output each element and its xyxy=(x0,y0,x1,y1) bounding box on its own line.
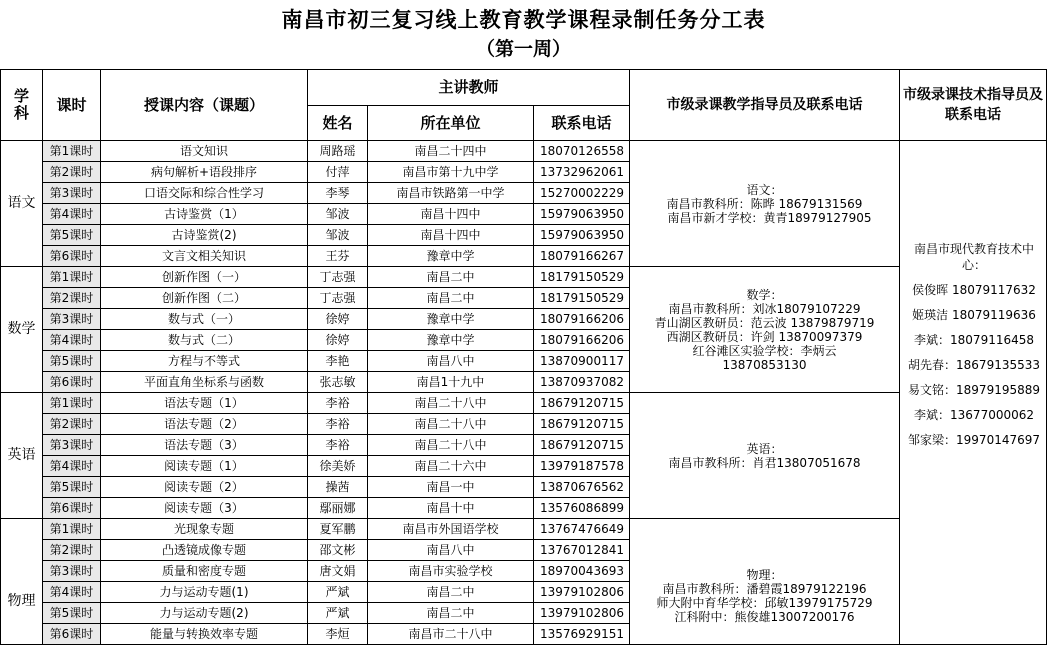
unit-cell: 南昌市外国语学校 xyxy=(368,519,534,540)
header-name: 姓名 xyxy=(308,106,368,141)
unit-cell: 南昌八中 xyxy=(368,540,534,561)
page-title: 南昌市初三复习线上教育教学课程录制任务分工表 xyxy=(281,7,766,32)
content-cell: 凸透镜成像专题 xyxy=(101,540,308,561)
unit-cell: 南昌一中 xyxy=(368,477,534,498)
lesson-cell: 第2课时 xyxy=(43,162,101,183)
unit-cell: 豫章中学 xyxy=(368,246,534,267)
subject-cell: 物理 xyxy=(1,519,43,645)
lesson-cell: 第6课时 xyxy=(43,246,101,267)
content-cell: 质量和密度专题 xyxy=(101,561,308,582)
content-cell: 病句解析+语段排序 xyxy=(101,162,308,183)
teacher-cell: 丁志强 xyxy=(308,288,368,309)
guide-cell-physics xyxy=(630,519,900,645)
content-cell: 平面直角坐标系与函数 xyxy=(101,372,308,393)
lesson-cell: 第2课时 xyxy=(43,414,101,435)
tech-line: 南昌市现代教育技术中心： xyxy=(914,242,1035,272)
tech-line: 邹家梁：19970147697 xyxy=(908,433,1041,447)
content-cell: 创新作图（二） xyxy=(101,288,308,309)
phone-cell: 13767476649 xyxy=(534,519,630,540)
content-cell: 阅读专题（2） xyxy=(101,477,308,498)
unit-cell: 南昌十四中 xyxy=(368,204,534,225)
tech-guide-cell xyxy=(900,141,1047,645)
teacher-cell: 周路瑶 xyxy=(308,141,368,162)
teacher-cell: 鄢丽娜 xyxy=(308,498,368,519)
teacher-cell: 李烜 xyxy=(308,624,368,645)
guide-line: 西湖区教研员：许剑 13870097379 xyxy=(666,329,863,344)
phone-cell: 13576086899 xyxy=(534,498,630,519)
tech-line: 姬瑛洁 18079119636 xyxy=(912,308,1036,322)
guide-line: 语文： xyxy=(746,182,783,197)
content-cell: 古诗鉴赏(2) xyxy=(101,225,308,246)
teacher-cell: 邹波 xyxy=(308,225,368,246)
content-cell: 语文知识 xyxy=(101,141,308,162)
phone-cell: 18679120715 xyxy=(534,435,630,456)
teacher-cell: 李琴 xyxy=(308,183,368,204)
lesson-cell: 第5课时 xyxy=(43,603,101,624)
unit-cell: 豫章中学 xyxy=(368,330,534,351)
guide-cell-math xyxy=(630,267,900,393)
guide-line: 南昌市教科所：肖君13807051678 xyxy=(668,455,861,470)
unit-cell: 南昌市第十九中学 xyxy=(368,162,534,183)
page-subtitle: （第一周） xyxy=(475,38,571,60)
phone-cell: 18079166206 xyxy=(534,309,630,330)
phone-cell: 13870937082 xyxy=(534,372,630,393)
tech-line: 胡先春：18679135533 xyxy=(908,358,1041,372)
teacher-cell: 严斌 xyxy=(308,603,368,624)
unit-cell: 南昌市铁路第一中学 xyxy=(368,183,534,204)
content-cell: 语法专题（3） xyxy=(101,435,308,456)
teacher-cell: 唐文娟 xyxy=(308,561,368,582)
header-tech: 市级录课技术指导员及联系电话 xyxy=(900,70,1047,141)
tech-line: 侯俊晖 18079117632 xyxy=(912,283,1036,297)
lesson-cell: 第1课时 xyxy=(43,393,101,414)
lesson-cell: 第3课时 xyxy=(43,309,101,330)
lesson-cell: 第3课时 xyxy=(43,561,101,582)
content-cell: 数与式（二） xyxy=(101,330,308,351)
phone-cell: 13732962061 xyxy=(534,162,630,183)
unit-cell: 南昌二十四中 xyxy=(368,141,534,162)
subject-cell: 英语 xyxy=(1,393,43,519)
unit-cell: 南昌市实验学校 xyxy=(368,561,534,582)
unit-cell: 南昌二中 xyxy=(368,288,534,309)
guide-line: 青山湖区教研员：范云波 13879879719 xyxy=(654,315,875,330)
content-cell: 力与运动专题(1) xyxy=(101,582,308,603)
lesson-cell: 第1课时 xyxy=(43,141,101,162)
lesson-cell: 第4课时 xyxy=(43,582,101,603)
unit-cell: 南昌八中 xyxy=(368,351,534,372)
teacher-cell: 李裕 xyxy=(308,435,368,456)
tech-line: 易文铭：18979195889 xyxy=(908,383,1041,397)
content-cell: 创新作图（一） xyxy=(101,267,308,288)
phone-cell: 18179150529 xyxy=(534,288,630,309)
teacher-cell: 徐婷 xyxy=(308,330,368,351)
guide-line: 南昌市新才学校：黄青18979127905 xyxy=(667,210,872,225)
lesson-cell: 第6课时 xyxy=(43,624,101,645)
guide-line: 红谷滩区实验学校：李炳云 xyxy=(692,343,837,358)
phone-cell: 18679120715 xyxy=(534,393,630,414)
phone-cell: 15979063950 xyxy=(534,225,630,246)
teacher-cell: 付萍 xyxy=(308,162,368,183)
content-cell: 光现象专题 xyxy=(101,519,308,540)
lesson-cell: 第1课时 xyxy=(43,519,101,540)
phone-cell: 13870676562 xyxy=(534,477,630,498)
unit-cell: 南昌二十八中 xyxy=(368,435,534,456)
content-cell: 口语交际和综合性学习 xyxy=(101,183,308,204)
content-cell: 方程与不等式 xyxy=(101,351,308,372)
unit-cell: 南昌二十八中 xyxy=(368,393,534,414)
guide-cell-english xyxy=(630,393,900,519)
teacher-cell: 李裕 xyxy=(308,393,368,414)
subject-cell: 语文 xyxy=(1,141,43,267)
phone-cell: 13576929151 xyxy=(534,624,630,645)
content-cell: 阅读专题（3） xyxy=(101,498,308,519)
header-lesson: 课时 xyxy=(43,70,101,141)
unit-cell: 南昌市二十八中 xyxy=(368,624,534,645)
guide-line: 南昌市教科所：刘冰18079107229 xyxy=(668,301,861,316)
phone-cell: 15979063950 xyxy=(534,204,630,225)
lesson-cell: 第2课时 xyxy=(43,540,101,561)
phone-cell: 18679120715 xyxy=(534,414,630,435)
content-cell: 数与式（一） xyxy=(101,309,308,330)
task-table xyxy=(0,69,1047,645)
unit-cell: 南昌1十九中 xyxy=(368,372,534,393)
header-teacher-group: 主讲教师 xyxy=(308,70,630,106)
teacher-cell: 丁志强 xyxy=(308,267,368,288)
unit-cell: 南昌二十六中 xyxy=(368,456,534,477)
guide-line: 英语： xyxy=(746,441,783,456)
unit-cell: 豫章中学 xyxy=(368,309,534,330)
header-unit: 所在单位 xyxy=(368,106,534,141)
phone-cell: 13767012841 xyxy=(534,540,630,561)
content-cell: 文言文相关知识 xyxy=(101,246,308,267)
content-cell: 阅读专题（1） xyxy=(101,456,308,477)
lesson-cell: 第5课时 xyxy=(43,477,101,498)
phone-cell: 18179150529 xyxy=(534,267,630,288)
guide-line: 数学： xyxy=(746,287,783,302)
lesson-cell: 第3课时 xyxy=(43,435,101,456)
lesson-cell: 第4课时 xyxy=(43,330,101,351)
lesson-cell: 第6课时 xyxy=(43,372,101,393)
teacher-cell: 李艳 xyxy=(308,351,368,372)
phone-cell: 15270002229 xyxy=(534,183,630,204)
teacher-cell: 张志敏 xyxy=(308,372,368,393)
phone-cell: 18079166206 xyxy=(534,330,630,351)
lesson-cell: 第6课时 xyxy=(43,498,101,519)
unit-cell: 南昌二中 xyxy=(368,582,534,603)
lesson-cell: 第3课时 xyxy=(43,183,101,204)
phone-cell: 13870900117 xyxy=(534,351,630,372)
unit-cell: 南昌二中 xyxy=(368,267,534,288)
phone-cell: 18070126558 xyxy=(534,141,630,162)
unit-cell: 南昌二中 xyxy=(368,603,534,624)
tech-line: 李斌：18079116458 xyxy=(914,333,1035,347)
teacher-cell: 严斌 xyxy=(308,582,368,603)
lesson-cell: 第5课时 xyxy=(43,351,101,372)
teacher-cell: 徐婷 xyxy=(308,309,368,330)
content-cell: 力与运动专题(2) xyxy=(101,603,308,624)
lesson-cell: 第4课时 xyxy=(43,456,101,477)
lesson-cell: 第4课时 xyxy=(43,204,101,225)
guide-line: 物理： xyxy=(746,567,783,582)
phone-cell: 18970043693 xyxy=(534,561,630,582)
content-cell: 语法专题（2） xyxy=(101,414,308,435)
phone-cell: 13979102806 xyxy=(534,603,630,624)
teacher-cell: 操茜 xyxy=(308,477,368,498)
header-subject: 学科 xyxy=(1,70,43,141)
lesson-cell: 第2课时 xyxy=(43,288,101,309)
subject-cell: 数学 xyxy=(1,267,43,393)
content-cell: 能量与转换效率专题 xyxy=(101,624,308,645)
phone-cell: 13979102806 xyxy=(534,582,630,603)
teacher-cell: 李裕 xyxy=(308,414,368,435)
phone-cell: 18079166267 xyxy=(534,246,630,267)
content-cell: 古诗鉴赏（1） xyxy=(101,204,308,225)
guide-line: 师大附中育华学校：邱敏13979175729 xyxy=(656,595,873,610)
unit-cell: 南昌十中 xyxy=(368,498,534,519)
header-content: 授课内容（课题） xyxy=(101,70,308,141)
content-cell: 语法专题（1） xyxy=(101,393,308,414)
guide-line: 江科附中：熊俊雄13007200176 xyxy=(674,609,855,624)
unit-cell: 南昌十四中 xyxy=(368,225,534,246)
teacher-cell: 徐美娇 xyxy=(308,456,368,477)
header-guide: 市级录课教学指导员及联系电话 xyxy=(630,70,900,141)
teacher-cell: 夏军鹏 xyxy=(308,519,368,540)
header-phone: 联系电话 xyxy=(534,106,630,141)
lesson-cell: 第5课时 xyxy=(43,225,101,246)
tech-line: 李斌：13677000062 xyxy=(914,408,1035,422)
teacher-cell: 邹波 xyxy=(308,204,368,225)
phone-cell: 13979187578 xyxy=(534,456,630,477)
guide-line: 13870853130 xyxy=(722,357,807,372)
lesson-cell: 第1课时 xyxy=(43,267,101,288)
guide-cell-chinese xyxy=(630,141,900,267)
unit-cell: 南昌二十八中 xyxy=(368,414,534,435)
teacher-cell: 邵文彬 xyxy=(308,540,368,561)
guide-line: 南昌市教科所：潘碧霞18979122196 xyxy=(662,581,867,596)
teacher-cell: 王芬 xyxy=(308,246,368,267)
guide-line: 南昌市教科所：陈晔 18679131569 xyxy=(666,196,863,211)
